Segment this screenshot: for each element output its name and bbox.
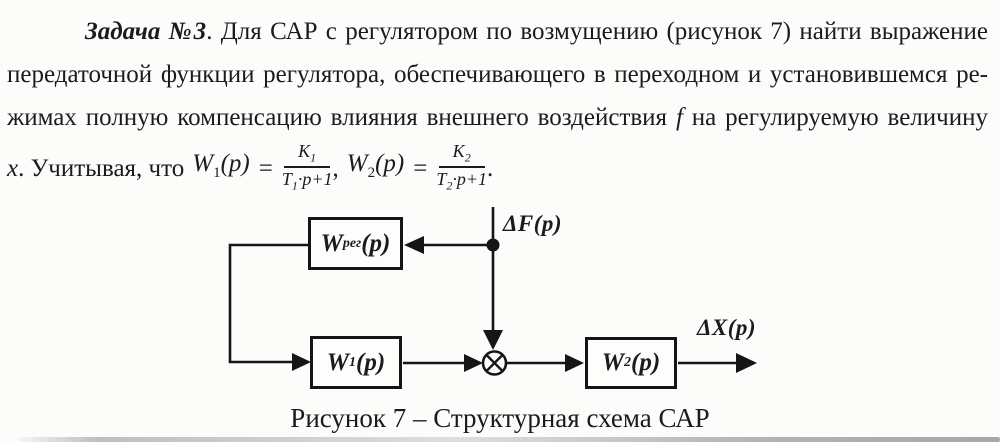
t2-subscript: 2 xyxy=(446,178,453,193)
fraction-w2-denominator xyxy=(436,168,487,193)
line1-text: . Для САР с регулятором по возмущению (рисунок 7) найти выражение xyxy=(206,18,988,45)
problem-number: Задача №3 xyxy=(85,18,207,45)
k2-subscript: 2 xyxy=(464,150,471,165)
text-line-1 xyxy=(7,10,988,53)
w1-argument: (p) xyxy=(220,149,250,177)
arrowhead-into-w1 xyxy=(292,353,311,371)
disturbance-signal-label: ΔF(p) xyxy=(503,211,563,236)
w1-subscript: 1 xyxy=(213,164,221,181)
arrowhead-into-sum-left xyxy=(464,354,483,372)
branch-dot xyxy=(487,239,500,252)
w2-label-argument: (p) xyxy=(631,349,661,376)
fraction-w2-numerator xyxy=(439,141,485,168)
comma-separator: , xyxy=(332,154,339,182)
line3-text-before: жимах полную компенсацию влияния внешнего воздействия xyxy=(7,104,676,131)
disturbance-symbol-f: f xyxy=(675,104,683,131)
wreg-label-argument: (p) xyxy=(361,229,391,257)
equals-sign-1: = xyxy=(258,154,273,182)
summing-junction-cross-1 xyxy=(486,355,502,371)
formula-line xyxy=(7,142,988,194)
w2-symbol: W xyxy=(346,149,368,177)
arrowhead-into-w2 xyxy=(565,354,584,372)
t1-symbol: T xyxy=(281,169,292,189)
k1-symbol: K xyxy=(298,140,311,161)
transfer-function-w2 xyxy=(347,142,404,195)
formula-intro-text: . Учитывая, что xyxy=(18,154,185,182)
fraction-w1-denominator xyxy=(282,168,333,193)
equals-sign-2: = xyxy=(413,154,428,182)
line3-text-after: на регулируемую величину xyxy=(682,104,988,131)
w2-argument: (p) xyxy=(375,149,405,177)
figure-caption: Рисунок 7 – Структурная схема САР xyxy=(290,403,710,433)
transfer-function-w1 xyxy=(192,142,249,195)
w2-label-main: W xyxy=(601,349,625,376)
summing-junction-circle xyxy=(483,352,506,375)
summing-junction xyxy=(483,352,506,375)
feedback-line xyxy=(230,245,309,362)
w1-label-argument: (p) xyxy=(356,348,386,376)
scan-artifact xyxy=(18,437,1000,442)
w2-subscript: 2 xyxy=(367,164,376,181)
problem-statement xyxy=(7,10,988,194)
fraction-w2 xyxy=(436,141,487,194)
w1-symbol: W xyxy=(192,149,214,177)
block-w1: W 1 (p) xyxy=(310,336,402,389)
period: . xyxy=(487,154,494,182)
w1-label-main: W xyxy=(326,348,350,376)
k2-symbol: K xyxy=(452,140,465,161)
block-w2: W 2 (p) xyxy=(585,337,677,389)
regulated-symbol-x: x xyxy=(7,154,19,182)
block-wreg: W рег (p) xyxy=(308,217,403,270)
output-signal-label: ΔX(p) xyxy=(697,315,757,340)
text-line-3 xyxy=(7,96,988,139)
fraction-w1-numerator xyxy=(284,141,330,168)
t2-symbol: T xyxy=(436,169,447,189)
arrowhead-output xyxy=(736,353,757,373)
text-line-2 xyxy=(7,53,988,96)
fraction-w1 xyxy=(282,141,333,194)
arrowhead-into-sum-top xyxy=(483,330,503,350)
summing-junction-cross-2 xyxy=(486,355,502,371)
k1-subscript: 1 xyxy=(310,150,317,165)
t1-subscript: 1 xyxy=(291,178,298,193)
t1-denominator-rest: ·p+1 xyxy=(297,169,333,189)
line2-text: передаточной функции регулятора, обеспечивающего в переходном и установившемся ре- xyxy=(7,61,988,88)
arrowhead-into-wreg xyxy=(404,236,424,254)
wreg-label-main: W xyxy=(320,229,343,257)
t2-denominator-rest: ·p+1 xyxy=(452,169,488,189)
